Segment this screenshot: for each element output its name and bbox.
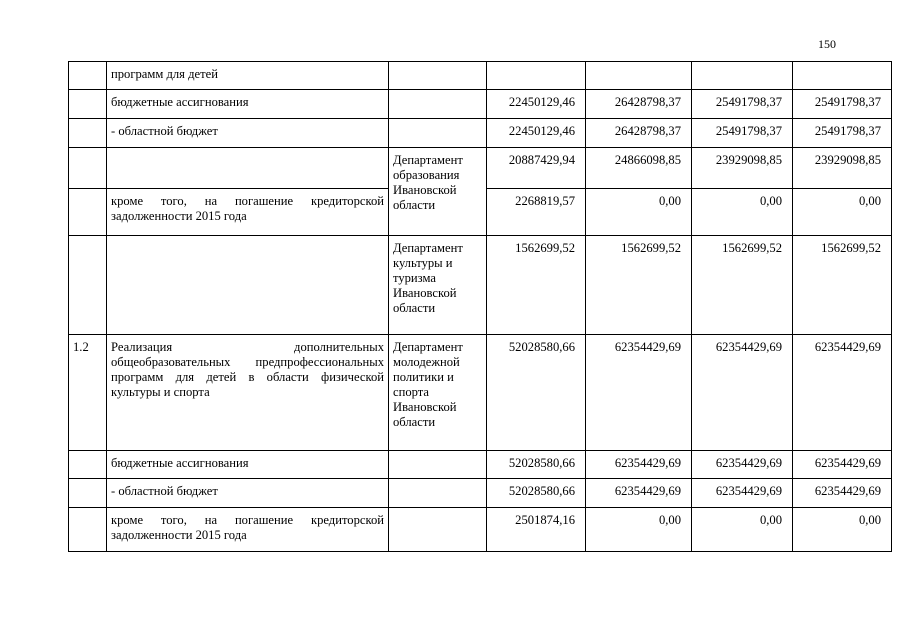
row-department [389,508,487,552]
row-department [389,451,487,479]
value-cell: 62354429,69 [586,479,692,508]
value-cell [586,62,692,90]
value-cell: 0,00 [586,508,692,552]
value-cell: 0,00 [692,508,793,552]
value-cell: 22450129,46 [487,119,586,148]
value-cell: 22450129,46 [487,90,586,119]
value-cell: 62354429,69 [793,451,892,479]
table-row [69,90,892,119]
table-row [69,335,892,451]
table-row [69,62,892,90]
value-cell: 62354429,69 [586,451,692,479]
value-cell: 62354429,69 [692,451,793,479]
value-cell: 52028580,66 [487,451,586,479]
value-cell: 26428798,37 [586,90,692,119]
row-number [69,479,107,508]
value-cell: 1562699,52 [692,236,793,335]
value-cell: 52028580,66 [487,335,586,451]
value-cell: 62354429,69 [793,335,892,451]
value-cell: 25491798,37 [692,119,793,148]
value-cell: 23929098,85 [692,148,793,189]
row-number [69,90,107,119]
value-cell: 25491798,37 [793,90,892,119]
value-cell [692,62,793,90]
table-row [69,479,892,508]
row-number [69,451,107,479]
budget-table [68,61,892,552]
row-description: Реализация дополнительных общеобразовательных предпрофессиональных программ для детей в области физической культуры и спорта [107,335,389,451]
value-cell: 2501874,16 [487,508,586,552]
row-number: 1.2 [69,335,107,451]
row-department [389,62,487,90]
row-description: бюджетные ассигнования [107,90,389,119]
row-number [69,62,107,90]
row-department: Департамент образования Ивановской области [389,148,487,236]
value-cell: 62354429,69 [793,479,892,508]
table-row [69,148,892,189]
row-number [69,189,107,236]
row-description: программ для детей [107,62,389,90]
value-cell: 25491798,37 [793,119,892,148]
value-cell: 52028580,66 [487,479,586,508]
value-cell: 26428798,37 [586,119,692,148]
value-cell: 1562699,52 [586,236,692,335]
value-cell: 25491798,37 [692,90,793,119]
page-number: 150 [818,37,836,51]
row-number [69,236,107,335]
value-cell: 2268819,57 [487,189,586,236]
row-description: кроме того, на погашение кредиторской задолженности 2015 года [107,189,389,236]
value-cell [487,62,586,90]
value-cell: 24866098,85 [586,148,692,189]
row-description: - областной бюджет [107,479,389,508]
value-cell: 0,00 [586,189,692,236]
row-department: Департамент культуры и туризма Ивановской области [389,236,487,335]
table-row [69,508,892,552]
value-cell: 0,00 [692,189,793,236]
value-cell: 20887429,94 [487,148,586,189]
row-department [389,90,487,119]
table-row [69,236,892,335]
row-number [69,119,107,148]
value-cell: 1562699,52 [793,236,892,335]
value-cell: 23929098,85 [793,148,892,189]
row-department [389,479,487,508]
value-cell: 0,00 [793,508,892,552]
row-description: бюджетные ассигнования [107,451,389,479]
row-number [69,508,107,552]
value-cell: 62354429,69 [692,479,793,508]
value-cell: 62354429,69 [692,335,793,451]
row-department [389,119,487,148]
row-number [69,148,107,189]
value-cell: 62354429,69 [586,335,692,451]
row-description [107,236,389,335]
table-row [69,119,892,148]
value-cell: 0,00 [793,189,892,236]
table-row [69,451,892,479]
row-description: кроме того, на погашение кредиторской задолженности 2015 года [107,508,389,552]
row-description [107,148,389,189]
value-cell: 1562699,52 [487,236,586,335]
value-cell [793,62,892,90]
row-description: - областной бюджет [107,119,389,148]
row-department: Департамент молодежной политики и спорта Ивановской области [389,335,487,451]
